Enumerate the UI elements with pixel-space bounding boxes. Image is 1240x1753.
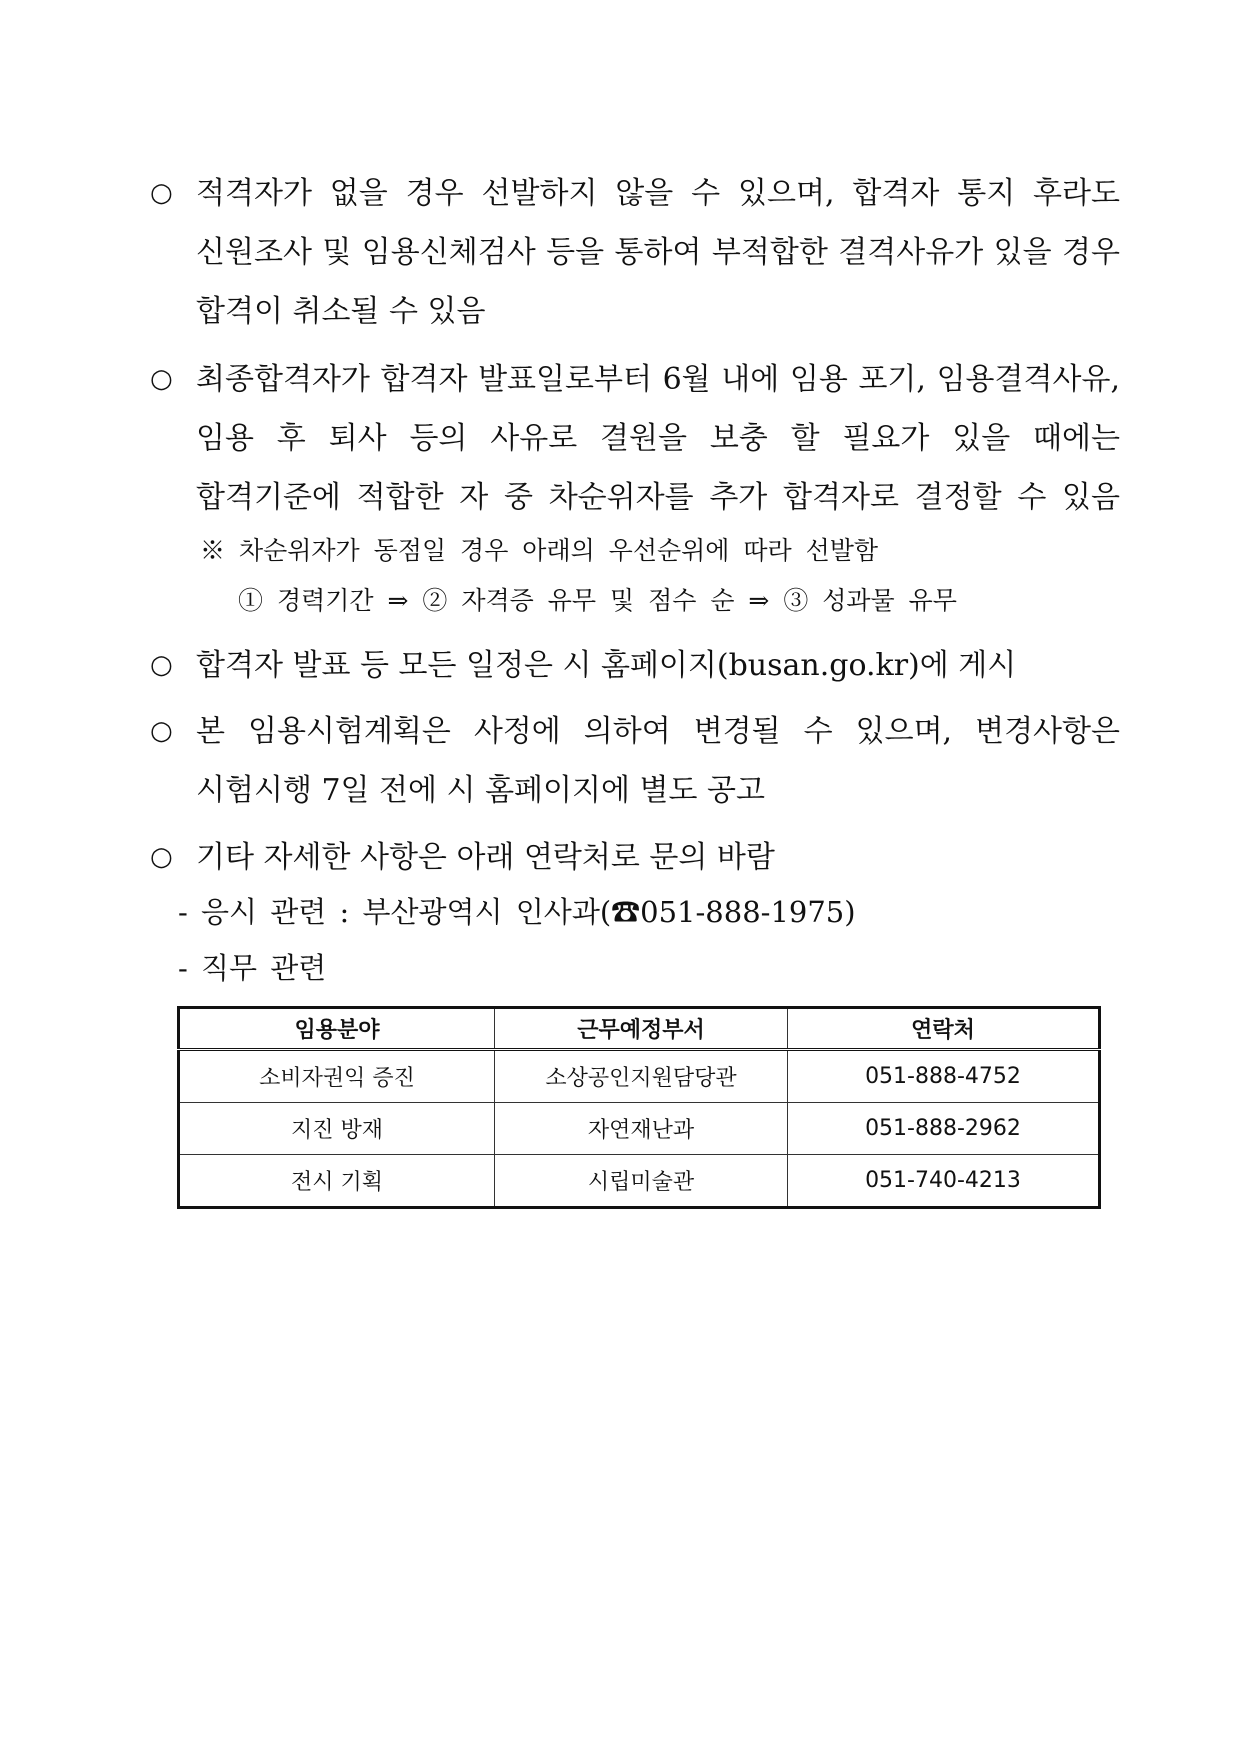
exam-contact-line: - 응시 관련 : 부산광역시 인사과(☎051-888-1975): [178, 895, 856, 929]
notice-text-line: 임용 후 퇴사 등의 사유로 결원을 보충 할 필요가 있을 때에는: [196, 421, 1120, 456]
tie-break-priority: ① 경력기간 ⇒ ② 자격증 유무 및 점수 순 ⇒ ③ 성과물 유무: [238, 586, 957, 615]
notice-text-line: 합격자 발표 등 모든 일정은 시 홈페이지(busan.go.kr)에 게시: [196, 648, 1017, 683]
table-row: [179, 1050, 1100, 1103]
notice-item-additional-pass: [150, 350, 1120, 527]
duty-contact-table: [177, 1006, 1101, 1209]
column-header-phone: 연락처: [788, 1008, 1100, 1050]
notice-item-disqualification: [150, 164, 1120, 341]
notice-text-line: 본 임용시험계획은 사정에 의하여 변경될 수 있으며, 변경사항은: [196, 714, 1120, 749]
notice-item-inquiry: [150, 828, 1120, 887]
circle-bullet-icon: ○: [150, 178, 173, 208]
cell-department: 시립미술관: [495, 1155, 788, 1208]
circle-bullet-icon: ○: [150, 650, 173, 680]
notice-text-line: 합격이 취소될 수 있음: [196, 294, 486, 329]
notice-item-plan-change: [150, 702, 1120, 820]
notice-text-line: 기타 자세한 사항은 아래 연락처로 문의 바람: [196, 840, 775, 875]
circle-bullet-icon: ○: [150, 842, 173, 872]
notice-text-line: 합격기준에 적합한 자 중 차순위자를 추가 합격자로 결정할 수 있음: [196, 480, 1120, 515]
notice-text-line: 적격자가 없을 경우 선발하지 않을 수 있으며, 합격자 통지 후라도: [196, 176, 1120, 211]
duty-contact-heading: - 직무 관련: [178, 951, 327, 985]
column-header-field: 임용분야: [179, 1008, 495, 1050]
table-row: [179, 1155, 1100, 1208]
table-row: [179, 1103, 1100, 1155]
cell-phone: 051-888-4752: [788, 1050, 1100, 1103]
cell-field: 지진 방재: [179, 1103, 495, 1155]
tie-break-note: ※ 차순위자가 동점일 경우 아래의 우선순위에 따라 선발함: [200, 536, 879, 565]
notice-item-schedule: [150, 636, 1120, 695]
cell-phone: 051-740-4213: [788, 1155, 1100, 1208]
cell-department: 소상공인지원담당관: [495, 1050, 788, 1103]
cell-field: 소비자권익 증진: [179, 1050, 495, 1103]
notice-text-line: 최종합격자가 합격자 발표일로부터 6월 내에 임용 포기, 임용결격사유,: [196, 362, 1120, 397]
circle-bullet-icon: ○: [150, 716, 173, 746]
table-header-row: [179, 1008, 1100, 1050]
column-header-department: 근무예정부서: [495, 1008, 788, 1050]
cell-department: 자연재난과: [495, 1103, 788, 1155]
notice-text-line: 신원조사 및 임용신체검사 등을 통하여 부적합한 결격사유가 있을 경우: [196, 235, 1120, 270]
notice-text-line: 시험시행 7일 전에 시 홈페이지에 별도 공고: [196, 773, 765, 808]
cell-field: 전시 기획: [179, 1155, 495, 1208]
circle-bullet-icon: ○: [150, 364, 173, 394]
cell-phone: 051-888-2962: [788, 1103, 1100, 1155]
